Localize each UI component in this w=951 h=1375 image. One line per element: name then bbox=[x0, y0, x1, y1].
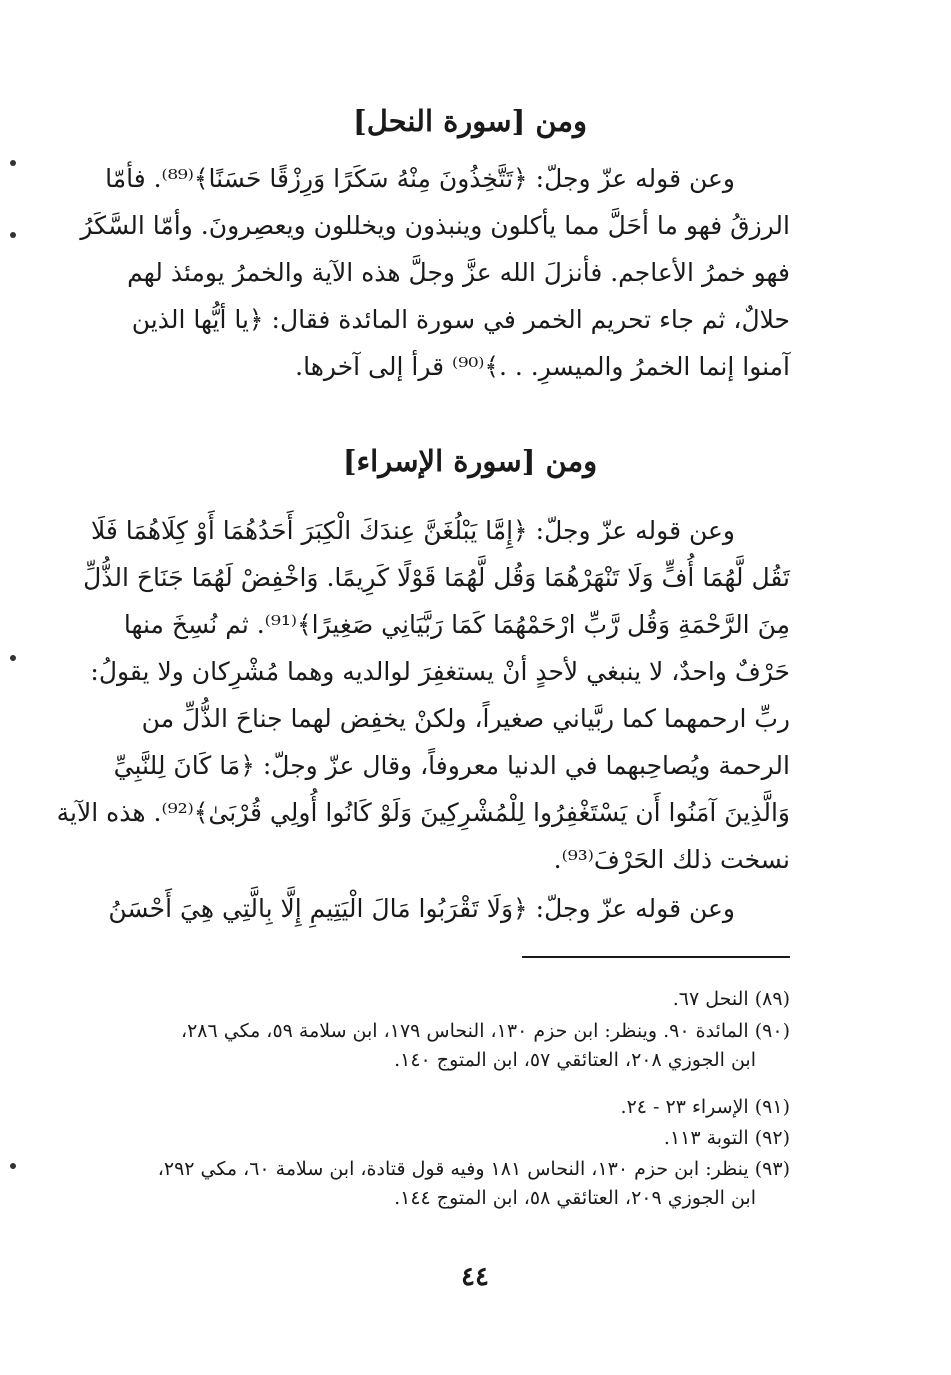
footnote-90 bbox=[100, 1017, 790, 1075]
footnote-continuation: ابن الجوزي ٢٠٩، العتائقي ٥٨، ابن المتوج ١٤٤. bbox=[394, 1187, 756, 1209]
scan-speck bbox=[10, 160, 16, 166]
text-line: وعن قوله عزّ وجلّ: ﴿إِمَّا يَبْلُغَنَّ عِندَكَ الْكِبَرَ أَحَدُهُمَا أَوْ كِلَاهُمَا فَلَا bbox=[90, 516, 735, 545]
paragraph-isra bbox=[56, 507, 790, 883]
text-line: وَالَّذِينَ آمَنُوا أَن يَسْتَغْفِرُوا لِلْمُشْرِكِينَ وَلَوْ كَانُوا أُولِي قُرْبَىٰ﴾⁽⁹²⁾. هذه الآية bbox=[56, 798, 790, 827]
text-line: الرحمة ويُصاحِبهما في الدنيا معروفاً، وقال عزّ وجلّ: ﴿مَا كَانَ لِلنَّبِيِّ bbox=[113, 751, 790, 780]
text-line: حَرْفٌ واحدٌ، لا ينبغي لأحدٍ أنْ يستغفِرَ لوالديه وهما مُشْرِكان ولا يقولُ: bbox=[90, 657, 790, 686]
footnote-text: (٩٣) ينظر: ابن حزم ١٣٠، النحاس ١٨١ وفيه قول قتادة، ابن سلامة ٦٠، مكي ٢٩٢، bbox=[157, 1158, 790, 1180]
footnote-divider bbox=[522, 956, 790, 958]
footnote-93 bbox=[100, 1155, 790, 1213]
text-line: وعن قوله عزّ وجلّ: ﴿وَلَا تَقْرَبُوا مَالَ الْيَتِيمِ إِلَّا بِالَّتِي هِيَ أَحْسَنُ bbox=[108, 894, 735, 923]
text-line: نسخت ذلك الحَرْفَ⁽⁹³⁾. bbox=[553, 845, 790, 874]
text-line: وعن قوله عزّ وجلّ: ﴿تَتَّخِذُونَ مِنْهُ سَكَرًا وَرِزْقًا حَسَنًا﴾⁽⁸⁹⁾. فأمّا bbox=[105, 164, 735, 193]
footnote-text: (٩١) الإسراء ٢٣ - ٢٤. bbox=[620, 1096, 790, 1118]
text-line: الرزقُ فهو ما أحَلَّ مما يأكلون وينبذون ويخللون ويعصِرونَ. وأمّا السَّكَرُ bbox=[80, 211, 790, 240]
section-heading-nahl: ومن [سورة النحل] bbox=[352, 104, 588, 138]
paragraph-yatim bbox=[108, 885, 790, 932]
text-line: ربِّ ارحمهما كما ربَّياني صغيراً، ولكنْ يخفِض لهما جناحَ الذُّلِّ من bbox=[141, 704, 790, 733]
footnote-text: (٩٢) التوبة ١١٣. bbox=[663, 1127, 790, 1149]
footnote-91 bbox=[100, 1093, 790, 1122]
footnote-continuation: ابن الجوزي ٢٠٨، العتائقي ٥٧، ابن المتوج ١٤٠. bbox=[394, 1049, 756, 1071]
text-line: آمنوا إنما الخمرُ والميسرِ. . .﴾⁽⁹⁰⁾ قرأ إلى آخرها. bbox=[295, 352, 790, 381]
page-number: ٤٤ bbox=[461, 1262, 489, 1292]
text-line: مِنَ الرَّحْمَةِ وَقُل رَّبِّ ارْحَمْهُمَا كَمَا رَبَّيَانِي صَغِيرًا﴾⁽⁹¹⁾. ثم نُسِخَ منها bbox=[123, 610, 790, 639]
section-heading-isra: ومن [سورة الإسراء] bbox=[342, 444, 598, 478]
scan-speck bbox=[10, 232, 16, 238]
text-line: فهو خمرُ الأعاجم. فأنزلَ الله عزَّ وجلَّ هذه الآية والخمرُ يومئذ لهم bbox=[127, 258, 790, 287]
footnote-92 bbox=[100, 1124, 790, 1153]
footnote-89 bbox=[100, 985, 790, 1014]
scan-speck bbox=[10, 655, 16, 661]
footnote-text: (٩٠) المائدة ٩٠. وينظر: ابن حزم ١٣٠، النحاس ١٧٩، ابن سلامة ٥٩، مكي ٢٨٦، bbox=[180, 1020, 790, 1042]
text-line: تَقُل لَّهُمَا أُفٍّ وَلَا تَنْهَرْهُمَا وَقُل لَّهُمَا قَوْلًا كَرِيمًا. وَاخْفِضْ لَهُمَا جَنَاحَ الذُّلِّ bbox=[83, 563, 790, 592]
footnote-text: (٨٩) النحل ٦٧. bbox=[672, 988, 790, 1010]
text-line: حلالٌ، ثم جاء تحريم الخمر في سورة المائدة فقال: ﴿يا أيُّها الذين bbox=[131, 305, 790, 334]
paragraph-nahl bbox=[80, 155, 790, 390]
scan-speck bbox=[10, 1163, 16, 1169]
